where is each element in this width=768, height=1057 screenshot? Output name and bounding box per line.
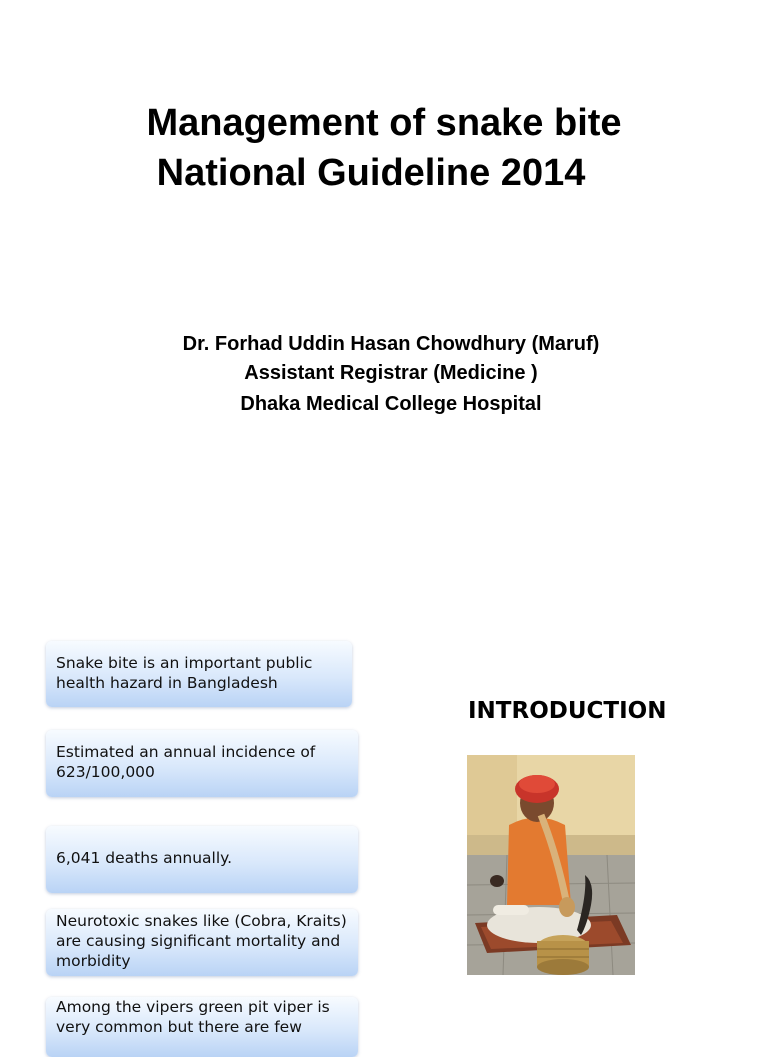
author-institution: Dhaka Medical College Hospital (240, 393, 542, 415)
intro-card-neurotoxic: Neurotoxic snakes like (Cobra, Kraits) are causing significant mortality and morbidity (46, 909, 358, 976)
title-line-2: National Guideline 2014 (156, 152, 586, 194)
snake-charmer-photo (467, 755, 635, 975)
introduction-heading: INTRODUCTION (468, 698, 667, 724)
intro-card-vipers: Among the vipers green pit viper is very common but there are few (46, 997, 358, 1057)
intro-card-incidence: Estimated an annual incidence of 623/100,000 (46, 730, 358, 797)
title-line-1: Management of snake bite (146, 102, 622, 144)
intro-card-deaths: 6,041 deaths annually. (46, 826, 358, 893)
intro-card-public-health: Snake bite is an important public health hazard in Bangladesh (46, 641, 352, 707)
author-position: Assistant Registrar (Medicine ) (244, 362, 538, 384)
author-name: Dr. Forhad Uddin Hasan Chowdhury (Maruf) (182, 333, 600, 355)
